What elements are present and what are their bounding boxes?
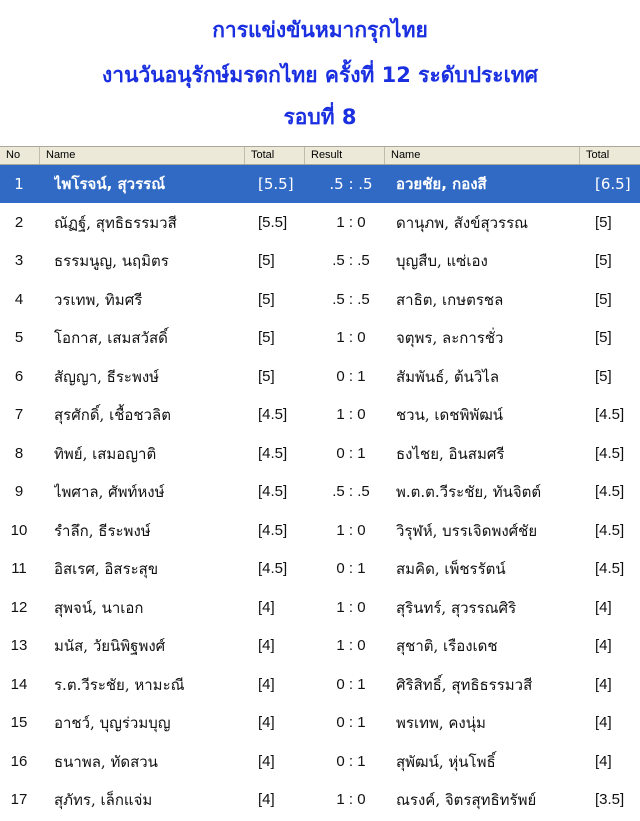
row-number: 7: [14, 406, 24, 423]
row-number: 12: [10, 598, 28, 616]
player-white-total: [4.5]: [258, 483, 288, 500]
player-black-name: ชวน, เดชพิพัฒน์: [396, 406, 504, 424]
player-black-total: [3.5]: [595, 791, 625, 808]
row-number: 5: [14, 329, 24, 346]
player-white-total: [5]: [258, 367, 275, 385]
table-row[interactable]: [0, 589, 640, 627]
round-title: รอบที่ 8: [283, 105, 357, 129]
column-header-no[interactable]: No: [0, 147, 40, 164]
player-white-total: [5]: [258, 252, 275, 269]
table-row[interactable]: [0, 473, 640, 511]
player-black-total: [5]: [595, 329, 612, 346]
player-white-name: ณัฏฐ์, สุทธิธรรมวสี: [54, 213, 177, 232]
row-number: 16: [10, 752, 28, 770]
player-white-total: [4.5]: [258, 444, 288, 462]
player-white-name: ธรรมนูญ, นฤมิตร: [54, 252, 169, 270]
row-number: 14: [10, 675, 28, 693]
event-subtitle: งานวันอนุรักษ์มรดกไทย ครั้งที่ 12 ระดับประเทศ: [102, 63, 538, 87]
game-result: 1 : 0: [336, 213, 366, 231]
player-white-total: [4]: [258, 752, 275, 770]
player-black-name: พ.ต.ต.วีระชัย, ทันจิตต์: [396, 483, 542, 501]
row-number: 4: [14, 290, 24, 308]
column-header-name-white[interactable]: Name: [40, 147, 245, 164]
player-black-name: สาธิต, เกษตรชล: [396, 290, 504, 309]
player-black-total: [4]: [595, 714, 612, 731]
player-white-total: [4.5]: [258, 521, 288, 539]
game-result: 1 : 0: [336, 521, 366, 539]
player-black-total: [5]: [595, 290, 612, 308]
player-white-name: ทิพย์, เสมอญาติ: [54, 444, 157, 463]
player-white-name: สุรศักดิ์, เชื้อชวลิต: [54, 406, 171, 424]
table-row[interactable]: [0, 165, 640, 203]
row-number: 13: [10, 637, 28, 654]
player-white-total: [4.5]: [258, 406, 288, 423]
player-black-total: [4]: [595, 598, 612, 616]
row-number: 6: [14, 367, 24, 385]
row-number: 8: [14, 444, 24, 462]
row-number: 3: [14, 252, 24, 269]
player-black-name: บุญสืบ, แซ่เอง: [396, 252, 488, 270]
player-black-total: [4.5]: [595, 560, 625, 577]
table-row[interactable]: [0, 396, 640, 434]
player-black-name: ธงไชย, อินสมศรี: [396, 444, 505, 463]
row-number: 9: [14, 483, 24, 500]
player-black-name: สุรินทร์, สุวรรณศิริ: [396, 598, 517, 617]
row-number: 1: [14, 175, 24, 193]
player-black-name: ดานุภพ, สังข์สุวรรณ: [396, 213, 529, 232]
table-row[interactable]: [0, 704, 640, 742]
player-black-total: [6.5]: [595, 175, 631, 193]
game-result: .5 : .5: [332, 290, 370, 308]
game-result: .5 : .5: [329, 175, 373, 193]
player-black-total: [4]: [595, 675, 612, 693]
player-white-name: รำลึก, ธีระพงษ์: [54, 521, 151, 540]
player-black-name: พรเทพ, คงนุ่ม: [396, 714, 486, 732]
player-white-total: [5.5]: [258, 213, 288, 231]
player-white-name: ไพศาล, ศัพท์หงษ์: [54, 483, 165, 501]
table-row[interactable]: [0, 242, 640, 280]
table-row[interactable]: [0, 281, 640, 319]
player-black-name: อวยชัย, กองสี: [396, 175, 487, 193]
table-row[interactable]: [0, 512, 640, 550]
player-white-total: [4]: [258, 637, 275, 654]
player-white-total: [5]: [258, 329, 275, 346]
game-result: 1 : 0: [336, 329, 366, 346]
game-result: 1 : 0: [336, 598, 366, 616]
player-white-name: สุพจน์, นาเอก: [54, 598, 144, 617]
player-black-total: [4]: [595, 752, 612, 770]
player-white-total: [4]: [258, 791, 275, 808]
table-row[interactable]: [0, 358, 640, 396]
game-result: .5 : .5: [332, 483, 370, 500]
player-white-name: ธนาพล, ทัดสวน: [54, 752, 158, 771]
table-row[interactable]: [0, 781, 640, 819]
player-black-total: [4.5]: [595, 521, 625, 539]
table-row[interactable]: [0, 319, 640, 357]
player-black-name: สุพัฒน์, หุ่นโพธิ์: [396, 752, 496, 771]
player-white-total: [4]: [258, 675, 275, 693]
table-row[interactable]: [0, 204, 640, 242]
game-result: 0 : 1: [336, 444, 366, 462]
player-black-name: จตุพร, ละการชั่ว: [396, 329, 504, 347]
table-row[interactable]: [0, 550, 640, 588]
player-white-name: ร.ต.วีระชัย, หามะณี: [54, 675, 185, 694]
player-black-total: [5]: [595, 213, 612, 231]
row-number: 11: [11, 560, 27, 577]
player-black-name: สัมพันธ์, ต้นวิไล: [396, 367, 500, 386]
title-area: [0, 0, 640, 146]
player-white-total: [4]: [258, 714, 275, 731]
player-white-name: สุภัทร, เล็กแจ่ม: [54, 791, 153, 809]
player-black-total: [5]: [595, 367, 612, 385]
player-white-name: ไพโรจน์, สุวรรณ์: [54, 175, 166, 193]
player-white-name: โอกาส, เสมสวัสดิ์: [54, 329, 168, 347]
row-number: 10: [10, 521, 28, 539]
game-result: 1 : 0: [336, 406, 366, 423]
game-result: 0 : 1: [336, 367, 366, 385]
table-row[interactable]: [0, 743, 640, 781]
table-header: [0, 146, 640, 165]
player-white-name: สัญญา, ธีระพงษ์: [54, 367, 160, 386]
row-number: 15: [10, 714, 28, 731]
column-header-name-black[interactable]: Name: [385, 147, 580, 164]
game-result: 0 : 1: [336, 560, 366, 577]
table-row[interactable]: [0, 666, 640, 704]
player-white-name: อาชว์, บุญร่วมบุญ: [54, 714, 171, 732]
column-header-result[interactable]: Result: [305, 147, 385, 164]
game-result: 0 : 1: [336, 675, 366, 693]
row-number: 17: [10, 791, 28, 808]
player-black-total: [4.5]: [595, 444, 625, 462]
player-black-name: ณรงค์, จิตรสุทธิทรัพย์: [396, 791, 537, 809]
table-row[interactable]: [0, 627, 640, 665]
player-white-total: [4]: [258, 598, 275, 616]
player-white-total: [5]: [258, 290, 275, 308]
game-result: 1 : 0: [336, 791, 366, 808]
pairings-table: [0, 146, 640, 821]
row-number: 2: [14, 213, 24, 231]
player-white-total: [5.5]: [258, 175, 294, 193]
player-black-total: [4.5]: [595, 483, 625, 500]
player-black-total: [5]: [595, 252, 612, 269]
player-black-total: [4]: [595, 637, 612, 654]
player-black-total: [4.5]: [595, 406, 625, 423]
game-result: 0 : 1: [336, 714, 366, 731]
player-white-name: มนัส, วัยนิพิฐพงศ์: [54, 637, 166, 655]
player-black-name: สมคิด, เพ็ชรรัตน์: [396, 560, 506, 578]
column-header-total-white[interactable]: Total: [245, 147, 305, 164]
table-row[interactable]: [0, 435, 640, 473]
player-white-name: อิสเรศ, อิสระสุข: [54, 560, 159, 578]
player-white-total: [4.5]: [258, 560, 288, 577]
game-result: 1 : 0: [336, 637, 366, 654]
player-black-name: วิรุฬห์, บรรเจิดพงศ์ชัย: [396, 521, 538, 540]
tournament-title: การแข่งขันหมากรุกไทย: [212, 18, 428, 42]
game-result: .5 : .5: [332, 252, 370, 269]
player-black-name: สุชาติ, เรืองเดช: [396, 637, 498, 655]
column-header-total-black[interactable]: Total: [586, 149, 610, 161]
player-black-name: ศิริสิทธิ์, สุทธิธรรมวสี: [396, 675, 533, 694]
game-result: 0 : 1: [336, 752, 366, 770]
player-white-name: วรเทพ, ทิมศรี: [54, 290, 143, 309]
